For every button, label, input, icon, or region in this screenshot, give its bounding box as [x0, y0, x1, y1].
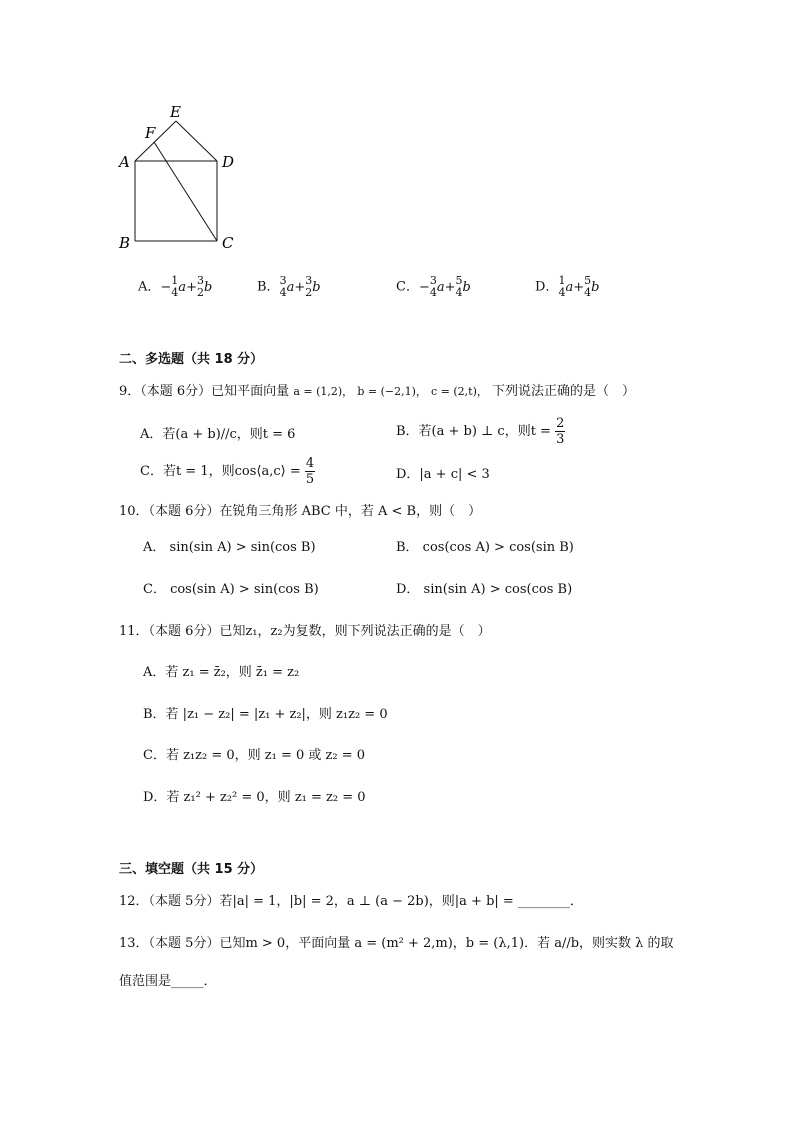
label-b: B [119, 234, 131, 252]
q10-option-b[interactable]: B． cos(cos A) > cos(sin B) [396, 540, 574, 555]
q10-option-c[interactable]: C． cos(sin A) > sin(cos B) [143, 582, 319, 597]
q11-option-d[interactable]: D．若 z₁² + z₂² = 0，则 z₁ = z₂ = 0 [143, 790, 366, 805]
label-a: A [119, 153, 130, 171]
q11-stem: 11．（本题 6分）已知z₁，z₂为复数，则下列说法正确的是（ ） [119, 624, 491, 639]
q13-line1: 13．（本题 5分）已知m > 0，平面向量 a = (m² + 2,m)，b = (λ,1)．若 a//b，则实数 λ 的取 [119, 936, 674, 951]
q10-option-a[interactable]: A． sin(sin A) > sin(cos B) [143, 540, 316, 555]
label-d: D [222, 153, 235, 171]
q8-option-d-expr: 1 4a+5 4b [558, 274, 600, 299]
q10-stem: 10．（本题 6分）在锐角三角形 ABC 中，若 A < B，则（ ） [119, 504, 482, 519]
q9-option-a[interactable]: A．若(a + b)//c，则t = 6 [140, 427, 296, 442]
q8-option-a[interactable]: A．−1 4a+3 2b [138, 274, 213, 299]
segment-ae [135, 121, 176, 161]
q10-option-d[interactable]: D． sin(sin A) > cos(cos B) [396, 582, 573, 597]
section-title-multiple-choice: 二、多选题（共 18 分） [119, 352, 264, 367]
label-c: C [222, 234, 234, 252]
q8-option-b-expr: 3 4a+3 2b [279, 274, 321, 299]
q8-option-d[interactable]: D．1 4a+5 4b [535, 274, 600, 299]
segment-fc [154, 142, 217, 241]
geometry-figure [110, 95, 250, 255]
q8-option-c[interactable]: C．−3 4a+5 4b [396, 274, 471, 299]
q12-text: 12．（本题 5分）若|a| = 1，|b| = 2，a ⊥ (a − 2b)，则|a + b| = ________． [119, 894, 583, 909]
q9-option-c[interactable]: C．若t = 1，则cos⟨a,c⟩ = $\frac{4}{5}$ [140, 456, 315, 487]
q8-option-a-expr: −1 4a+3 2b [160, 274, 213, 299]
segment-ed [176, 121, 217, 161]
q9-option-d[interactable]: D．|a + c| < 3 [396, 467, 490, 482]
q13-line2: 值范围是_____． [119, 974, 217, 989]
label-e: E [170, 103, 181, 121]
q9-option-b[interactable]: B．若(a + b) ⊥ c，则$t = \frac{2}{3}$ [396, 416, 565, 447]
label-f: F [145, 124, 156, 142]
q8-option-c-expr: −3 4a+5 4b [418, 274, 471, 299]
q11-option-b[interactable]: B．若 |z₁ − z₂| = |z₁ + z₂|，则 z₁z₂ = 0 [143, 707, 388, 722]
q11-option-a[interactable]: A．若 z₁ = z̄₂，则 z̄₁ = z₂ [143, 665, 300, 680]
q11-option-c[interactable]: C．若 z₁z₂ = 0，则 z₁ = 0 或 z₂ = 0 [143, 748, 366, 763]
section-title-fill-in: 三、填空题（共 15 分） [119, 862, 264, 877]
q8-option-b[interactable]: B．3 4a+3 2b [257, 274, 321, 299]
q9-stem: 9．（本题 6分）已知平面向量 a = (1,2)， b = (−2,1)， c = (2,t)， 下列说法正确的是（ ） [119, 384, 636, 399]
